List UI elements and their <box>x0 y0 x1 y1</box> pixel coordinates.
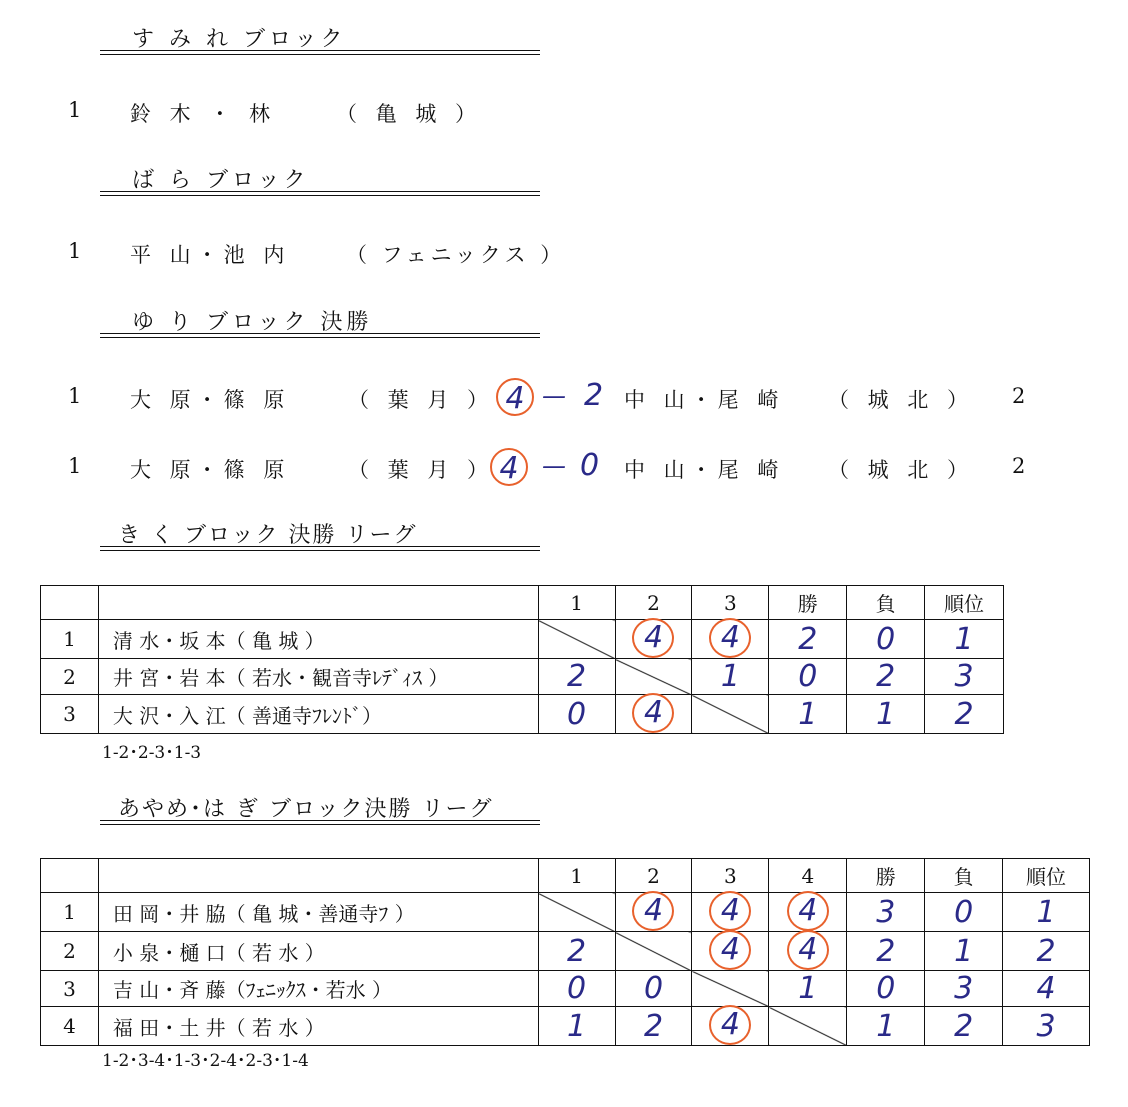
result-cell <box>769 971 847 1007</box>
place-cell <box>925 695 1004 734</box>
match-order: 1-2･2-3･1-3 <box>102 743 202 763</box>
pair-name: 小 泉・樋 口（ 若 水 ） <box>98 932 538 971</box>
score-circled: 4 <box>496 378 534 416</box>
rank: 1 <box>68 454 82 478</box>
result-cell <box>692 1007 769 1046</box>
score-circled: 4 <box>787 891 829 931</box>
header-cell: 勝 <box>847 859 925 893</box>
header-cell: 3 <box>692 586 769 620</box>
kiku-block-title: き く ブロック 決勝 リーグ <box>118 523 418 548</box>
row-number: 3 <box>41 971 99 1007</box>
result-cell <box>692 620 769 659</box>
ayame-hagi-block-title: あやめ･は ぎ ブロック決勝 リーグ <box>118 797 494 822</box>
header-cell <box>41 586 99 620</box>
header-cell: 1 <box>538 586 615 620</box>
place: 3 <box>1036 1008 1056 1044</box>
score-circled: 4 <box>632 693 674 733</box>
club-name: （ フェニックス ） <box>346 243 566 267</box>
kiku-league-table <box>40 585 1004 734</box>
losses: 1 <box>954 933 974 969</box>
result-cell <box>538 971 615 1007</box>
row-number: 1 <box>41 893 99 932</box>
header-cell: 順位 <box>1003 859 1090 893</box>
losses: 0 <box>954 894 974 930</box>
club-name: （ 城 北 ） <box>828 388 975 412</box>
wins: 0 <box>798 659 818 694</box>
score: 2 <box>584 378 604 413</box>
yuri-block-title: ゆ り ブロック 決勝 <box>132 310 373 335</box>
table-row <box>41 971 1090 1007</box>
heading-underline <box>100 546 540 551</box>
bara-block-title: ば ら ブロック <box>132 168 310 193</box>
result-cell <box>615 620 692 659</box>
result-cell <box>769 893 847 932</box>
self-cell <box>538 620 615 659</box>
score: 0 <box>643 971 664 1006</box>
score: 2 <box>567 933 587 969</box>
pair-name: 中 山・尾 崎 <box>624 388 785 412</box>
table-row <box>41 695 1004 734</box>
header-cell <box>41 859 99 893</box>
place: 2 <box>1036 933 1056 969</box>
score: 2 <box>643 1008 664 1044</box>
table-header-row <box>41 586 1004 620</box>
wins: 2 <box>798 621 818 657</box>
score-circled: 4 <box>709 930 751 970</box>
result-cell <box>692 659 769 695</box>
self-cell <box>692 971 769 1007</box>
table-row <box>41 620 1004 659</box>
losses-cell <box>925 971 1003 1007</box>
losses: 3 <box>954 971 974 1006</box>
rank: 1 <box>68 98 82 122</box>
club-name: （ 亀 城 ） <box>336 102 483 126</box>
losses-cell <box>847 620 925 659</box>
score-dash: — <box>542 452 566 480</box>
score: 0 <box>580 448 600 483</box>
place-cell <box>1003 1007 1090 1046</box>
pair-name: 大 沢・入 江（ 善通寺ﾌﾚﾝﾄﾞ） <box>98 695 538 734</box>
wins-cell <box>769 659 847 695</box>
place-cell <box>1003 932 1090 971</box>
wins-cell <box>847 971 925 1007</box>
self-cell <box>538 893 615 932</box>
heading-underline <box>100 333 540 338</box>
result-cell <box>538 695 615 734</box>
pair-name: 田 岡・井 脇（ 亀 城・善通寺ﾌ ） <box>98 893 538 932</box>
pair-name: 井 宮・岩 本（ 若水・観音寺ﾚﾃﾞｨｽ ） <box>98 659 538 695</box>
match-order: 1-2･3-4･1-3･2-4･2-3･1-4 <box>102 1051 309 1071</box>
place-cell <box>925 620 1004 659</box>
table-row <box>41 1007 1090 1046</box>
pair-name: 大 原・篠 原 <box>130 388 291 412</box>
header-cell: 2 <box>615 859 692 893</box>
place: 1 <box>1036 894 1056 930</box>
table-row <box>41 659 1004 695</box>
losses-cell <box>847 659 925 695</box>
wins-cell <box>769 620 847 659</box>
score-circled: 4 <box>490 448 528 486</box>
wins: 0 <box>876 971 896 1006</box>
place: 1 <box>954 621 974 657</box>
header-cell: 負 <box>847 586 925 620</box>
self-cell <box>615 659 692 695</box>
score: 0 <box>567 971 587 1006</box>
table-header-row <box>41 859 1090 893</box>
row-number: 2 <box>41 659 99 695</box>
wins-cell <box>847 893 925 932</box>
result-cell <box>615 695 692 734</box>
header-cell <box>98 859 538 893</box>
self-cell <box>615 932 692 971</box>
score-circled: 4 <box>709 618 751 658</box>
club-name: （ 城 北 ） <box>828 458 975 482</box>
score: 2 <box>567 659 587 694</box>
result-cell <box>615 1007 692 1046</box>
heading-underline <box>100 50 540 55</box>
losses-cell <box>847 695 925 734</box>
rank: 1 <box>68 384 82 408</box>
header-cell <box>98 586 538 620</box>
losses: 2 <box>876 659 896 694</box>
header-cell: 1 <box>538 859 615 893</box>
ayame-hagi-league-table <box>40 858 1090 1046</box>
score-circled: 4 <box>709 1005 751 1045</box>
wins-cell <box>769 695 847 734</box>
self-cell <box>692 695 769 734</box>
club-name: （ 葉 月 ） <box>348 388 495 412</box>
header-cell: 2 <box>615 586 692 620</box>
result-cell <box>615 971 692 1007</box>
pair-name: 福 田・土 井（ 若 水 ） <box>98 1007 538 1046</box>
heading-underline <box>100 820 540 825</box>
score-circled: 4 <box>632 891 674 931</box>
score: 1 <box>720 659 740 694</box>
place: 3 <box>954 659 974 694</box>
header-cell: 負 <box>925 859 1003 893</box>
losses: 1 <box>876 696 896 732</box>
yuri-match-row <box>68 380 1048 420</box>
losses: 0 <box>876 621 896 657</box>
result-cell <box>538 932 615 971</box>
wins: 2 <box>876 933 896 969</box>
header-cell: 順位 <box>925 586 1004 620</box>
pair-name: 鈴 木 ・ 林 <box>130 102 277 126</box>
sumire-winner-row <box>68 98 483 126</box>
losses-cell <box>925 932 1003 971</box>
place-cell <box>925 659 1004 695</box>
result-cell <box>615 893 692 932</box>
bara-winner-row <box>68 239 566 267</box>
score: 0 <box>567 696 587 732</box>
pair-name: 清 水・坂 本（ 亀 城 ） <box>98 620 538 659</box>
rank: 2 <box>1012 384 1026 408</box>
sumire-block-title: す み れ ブロック <box>132 27 347 52</box>
losses-cell <box>925 1007 1003 1046</box>
score-circled: 4 <box>787 930 829 970</box>
pair-name: 大 原・篠 原 <box>130 458 291 482</box>
wins: 1 <box>798 696 818 732</box>
losses: 2 <box>954 1008 974 1044</box>
place-cell <box>1003 893 1090 932</box>
row-number: 2 <box>41 932 99 971</box>
header-cell: 3 <box>692 859 769 893</box>
result-cell <box>769 932 847 971</box>
yuri-match-row <box>68 450 1048 490</box>
result-cell <box>692 932 769 971</box>
score-circled: 4 <box>632 618 674 658</box>
result-cell <box>538 1007 615 1046</box>
row-number: 1 <box>41 620 99 659</box>
heading-underline <box>100 191 540 196</box>
wins: 3 <box>876 894 896 930</box>
wins: 1 <box>876 1008 896 1044</box>
wins-cell <box>847 1007 925 1046</box>
self-cell <box>769 1007 847 1046</box>
pair-name: 平 山・池 内 <box>130 243 291 267</box>
score: 1 <box>798 971 818 1006</box>
table-row <box>41 893 1090 932</box>
place: 4 <box>1036 971 1056 1006</box>
score-circled: 4 <box>709 891 751 931</box>
table-row <box>41 932 1090 971</box>
place-cell <box>1003 971 1090 1007</box>
header-cell: 勝 <box>769 586 847 620</box>
pair-name: 吉 山・斉 藤（ﾌｪﾆｯｸｽ・若水 ） <box>98 971 538 1007</box>
row-number: 3 <box>41 695 99 734</box>
pair-name: 中 山・尾 崎 <box>624 458 785 482</box>
score-dash: — <box>542 382 566 410</box>
place: 2 <box>954 696 974 732</box>
wins-cell <box>847 932 925 971</box>
score: 1 <box>567 1008 587 1044</box>
header-cell: 4 <box>769 859 847 893</box>
rank: 2 <box>1012 454 1026 478</box>
row-number: 4 <box>41 1007 99 1046</box>
club-name: （ 葉 月 ） <box>348 458 495 482</box>
rank: 1 <box>68 239 82 263</box>
result-cell <box>538 659 615 695</box>
result-cell <box>692 893 769 932</box>
losses-cell <box>925 893 1003 932</box>
